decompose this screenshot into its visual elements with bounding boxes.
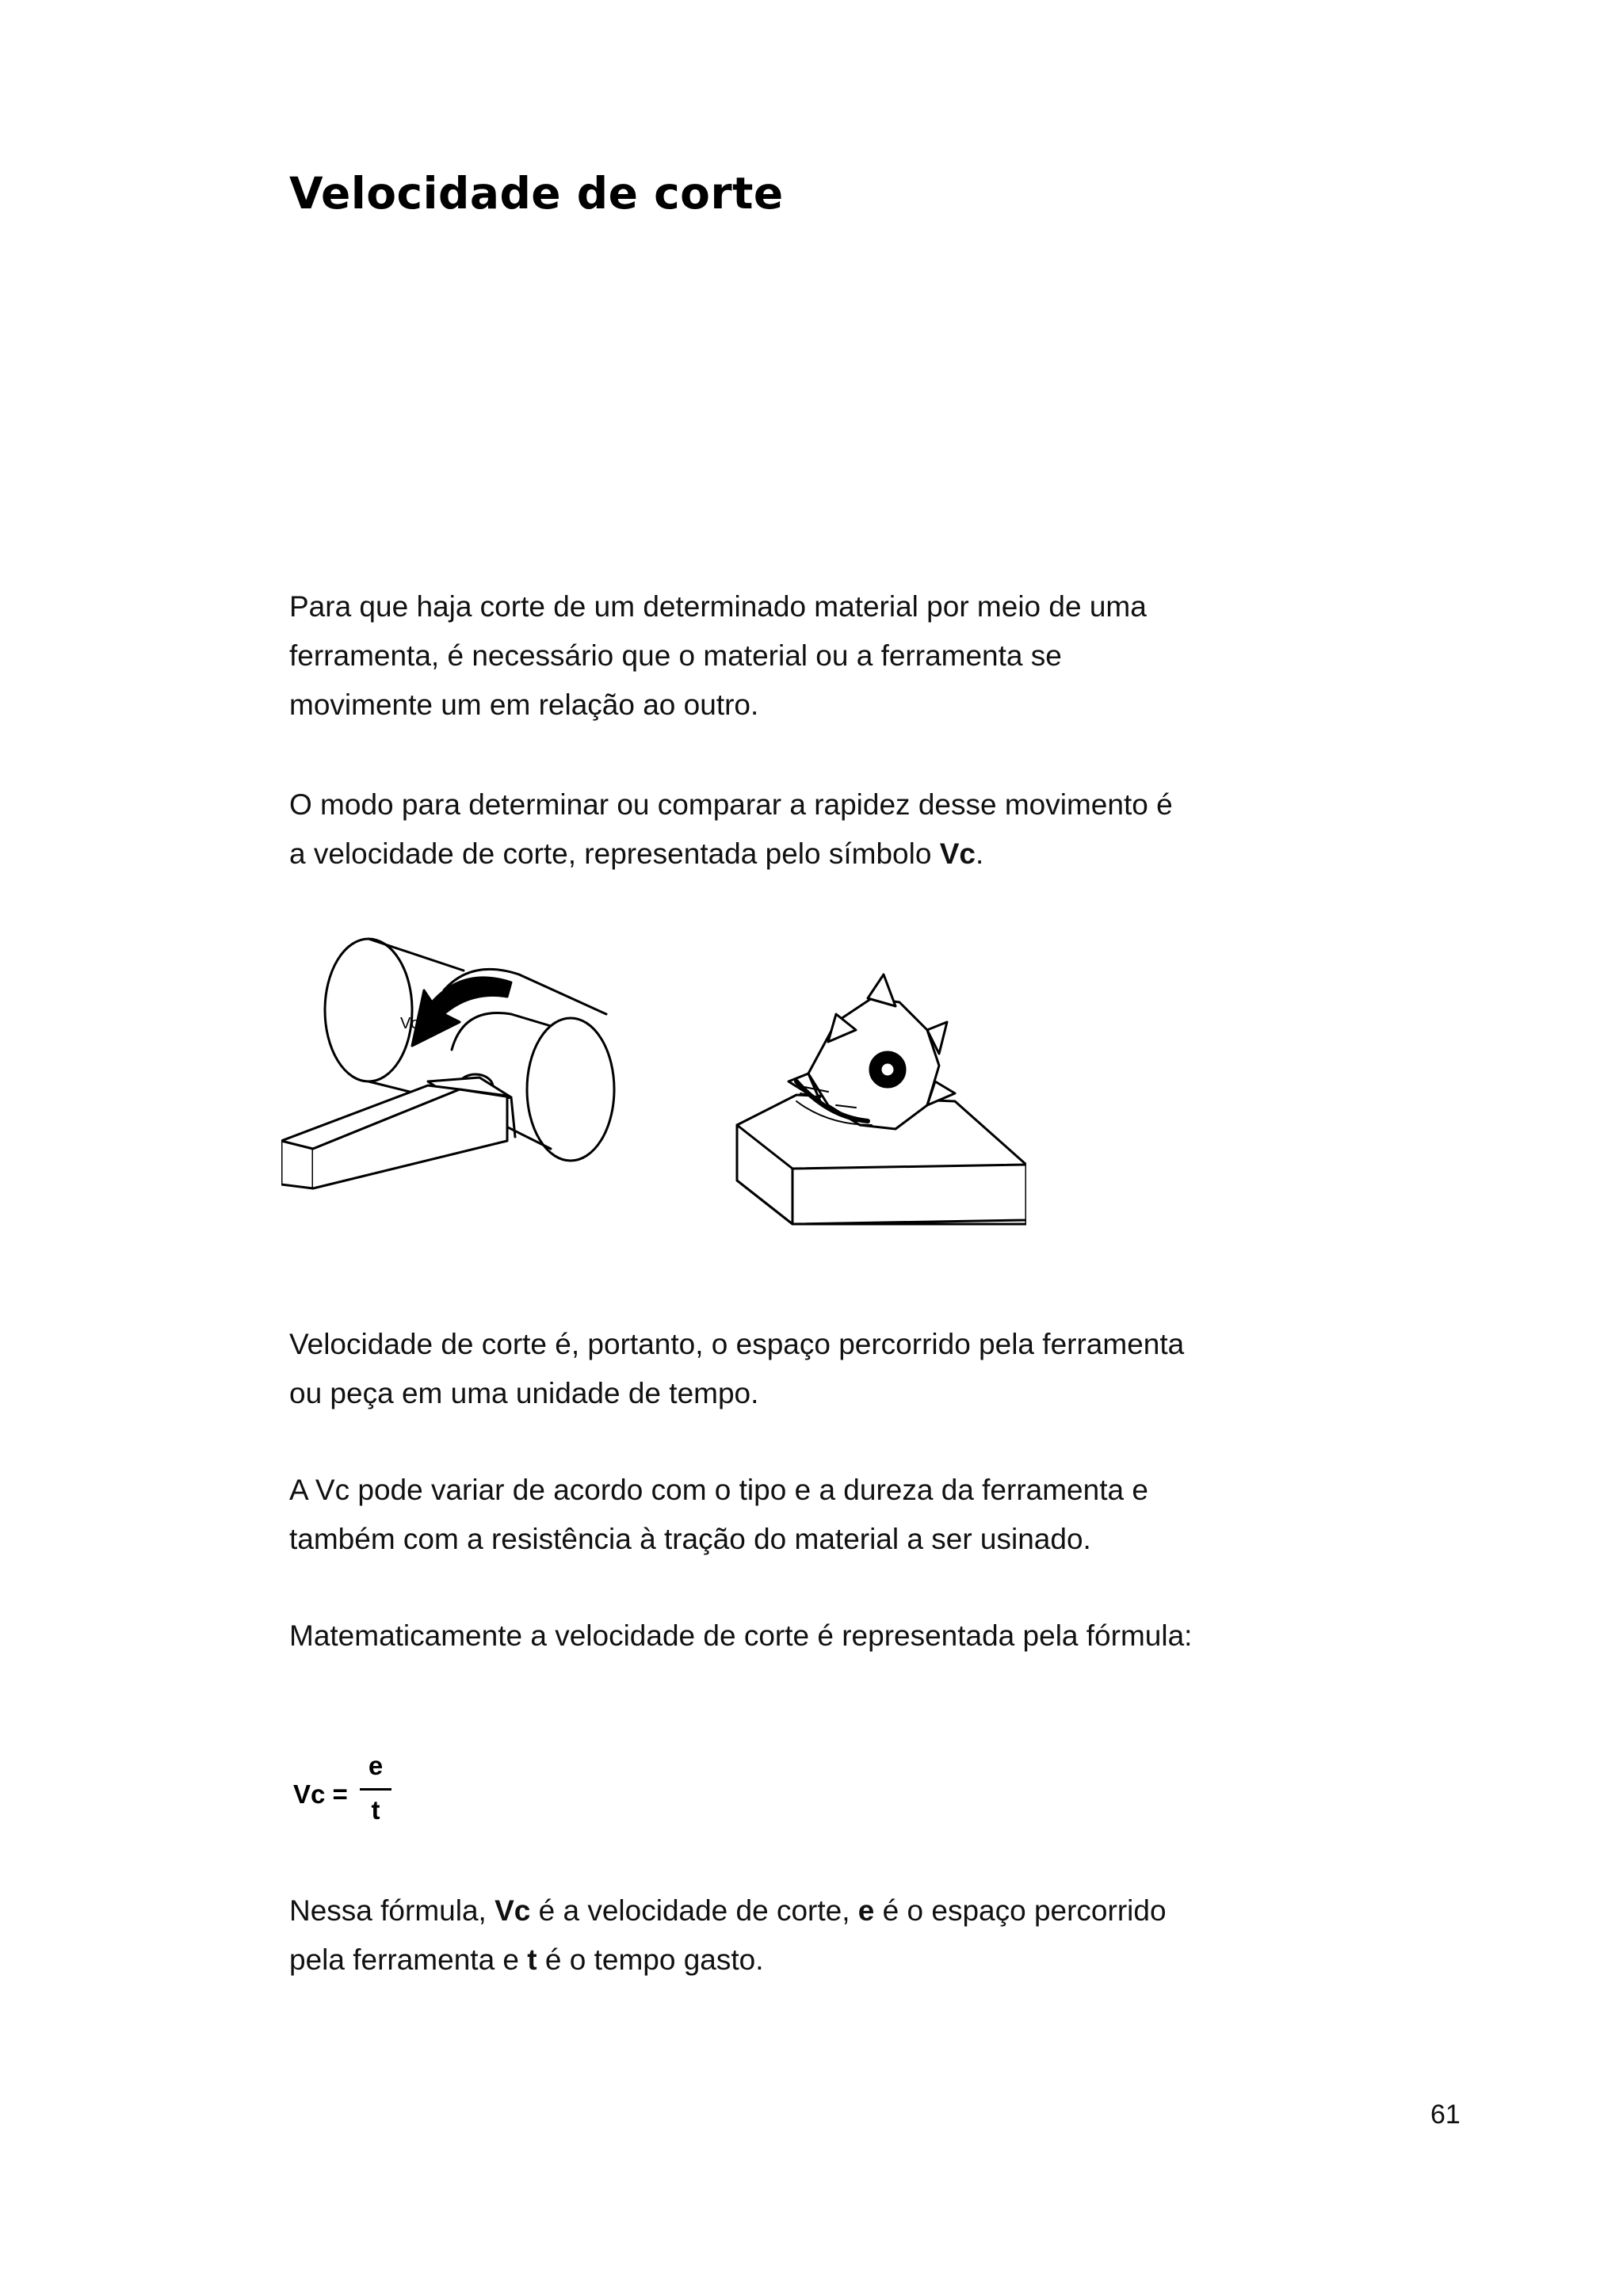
paragraph-definition: Velocidade de corte é, portanto, o espaço percorrido pela ferramenta ou peça em uma unidade de tempo.	[289, 1328, 1185, 1409]
t-symbol: t	[527, 1943, 537, 1976]
paragraph-text: O modo para determinar ou comparar a rapidez desse movimento é a velocidade de corte, representada pelo símbolo	[289, 788, 1173, 870]
paragraph-intro: Para que haja corte de um determinado material por meio de uma ferramenta, é necessário que o material ou a ferramenta se movimente um em relação ao outro.	[289, 590, 1147, 721]
paragraph-text: é o espaço percorrido pela ferramenta e	[289, 1894, 1167, 1976]
paragraph-variation: A Vc pode variar de acordo com o tipo e a dureza da ferramenta e também com a resistência à tração do material a ser usinado.	[289, 1474, 1148, 1555]
paragraph-formula-intro: Matematicamente a velocidade de corte é representada pela fórmula:	[289, 1619, 1193, 1652]
vc-label: Vc	[400, 1015, 419, 1032]
paragraph-text: é a velocidade de corte,	[530, 1894, 858, 1927]
formula-lhs: Vc =	[293, 1779, 348, 1809]
fraction-bar	[360, 1788, 391, 1791]
cutting-illustration	[281, 911, 1026, 1268]
rotation-arrow-icon	[412, 978, 511, 1046]
paragraph-text: .	[975, 837, 984, 870]
page-number: 61	[1430, 2100, 1461, 2130]
vc-symbol: Vc	[495, 1894, 531, 1927]
tool-holder-bar	[281, 1085, 515, 1188]
vc-formula	[293, 1751, 420, 1838]
paragraph-vc-definition	[289, 780, 1193, 879]
paragraph-text: Nessa fórmula,	[289, 1894, 495, 1927]
formula-numerator: e	[368, 1751, 384, 1780]
vc-symbol: Vc	[939, 837, 976, 870]
paragraph-text: é o tempo gasto.	[537, 1943, 764, 1976]
turning-and-milling-drawing	[281, 911, 1026, 1268]
formula-denominator: t	[371, 1795, 380, 1825]
page-title: Velocidade de corte	[289, 168, 784, 219]
paragraph-formula-explanation	[289, 1886, 1193, 1985]
e-symbol: e	[857, 1894, 875, 1927]
